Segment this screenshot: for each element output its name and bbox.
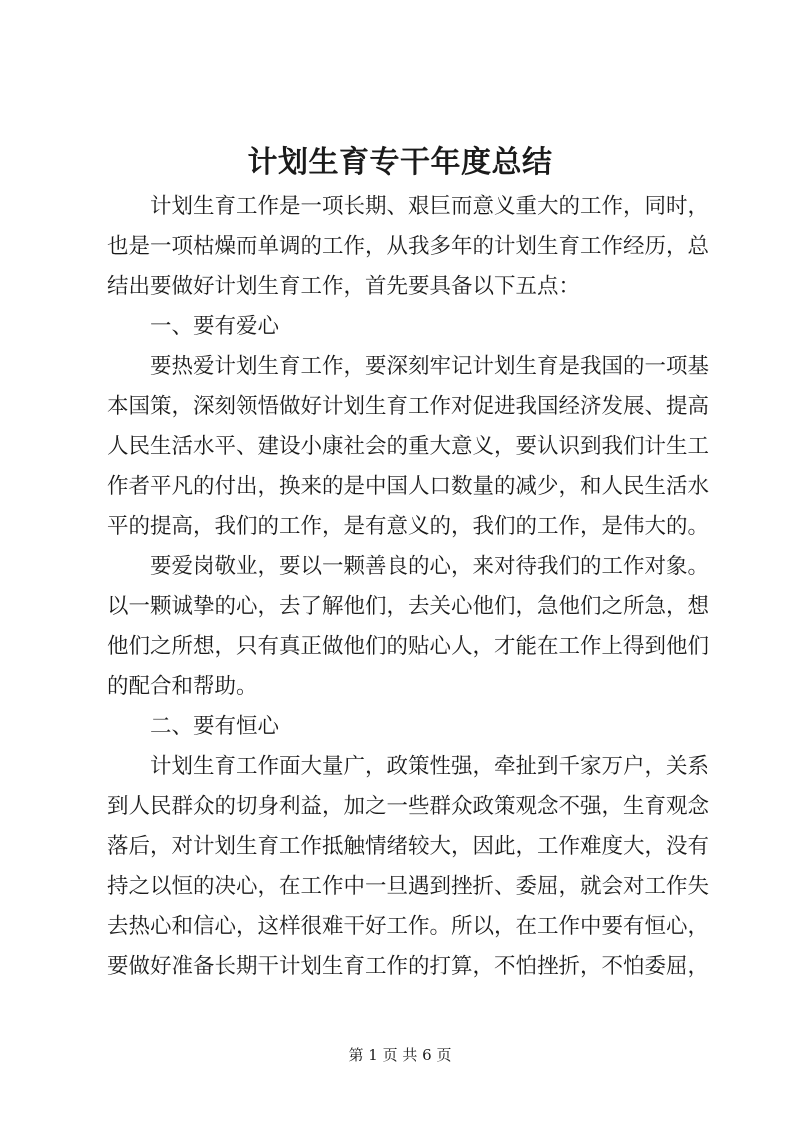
- paragraph-line: 去热心和信心，这样很难干好工作。所以，在工作中要有恒心，: [107, 914, 710, 939]
- paragraph-line: 计划生育工作是一项长期、艰巨而意义重大的工作，同时，: [150, 194, 710, 219]
- paragraph-line: 本国策，深刻领悟做好计划生育工作对促进我国经济发展、提高: [107, 394, 710, 419]
- paragraph-line: 也是一项枯燥而单调的工作，从我多年的计划生育工作经历，总: [107, 234, 710, 259]
- paragraph-line: 要做好准备长期干计划生育工作的打算，不怕挫折，不怕委屈，: [107, 954, 710, 979]
- paragraph-line: 的配合和帮助。: [107, 674, 258, 699]
- paragraph-line: 作者平凡的付出，换来的是中国人口数量的减少，和人民生活水: [107, 474, 710, 499]
- paragraph-line: 以一颗诚挚的心，去了解他们，去关心他们，急他们之所急，想: [107, 594, 710, 619]
- paragraph-line: 平的提高，我们的工作，是有意义的，我们的工作，是伟大的。: [107, 514, 710, 539]
- paragraph-line: 结出要做好计划生育工作，首先要具备以下五点：: [107, 274, 581, 299]
- paragraph-line: 落后，对计划生育工作抵触情绪较大，因此，工作难度大，没有: [107, 834, 710, 859]
- section-heading: 二、要有恒心: [150, 714, 280, 739]
- page-footer: 第 1 页 共 6 页: [348, 1046, 452, 1064]
- paragraph-line: 人民生活水平、建设小康社会的重大意义，要认识到我们计生工: [107, 434, 710, 459]
- document-body: [107, 187, 710, 987]
- document-title: 计划生育专干年度总结: [247, 145, 553, 180]
- paragraph-line: 他们之所想，只有真正做他们的贴心人，才能在工作上得到他们: [107, 634, 710, 659]
- paragraph-line: 计划生育工作面大量广，政策性强，牵扯到千家万户，关系: [150, 754, 710, 779]
- paragraph-line: 要热爱计划生育工作，要深刻牢记计划生育是我国的一项基: [150, 354, 710, 379]
- paragraph-line: 持之以恒的决心，在工作中一旦遇到挫折、委屈，就会对工作失: [107, 874, 710, 899]
- paragraph-line: 到人民群众的切身利益，加之一些群众政策观念不强，生育观念: [107, 794, 710, 819]
- section-heading: 一、要有爱心: [150, 314, 280, 339]
- paragraph-line: 要爱岗敬业，要以一颗善良的心，来对待我们的工作对象。: [150, 554, 710, 579]
